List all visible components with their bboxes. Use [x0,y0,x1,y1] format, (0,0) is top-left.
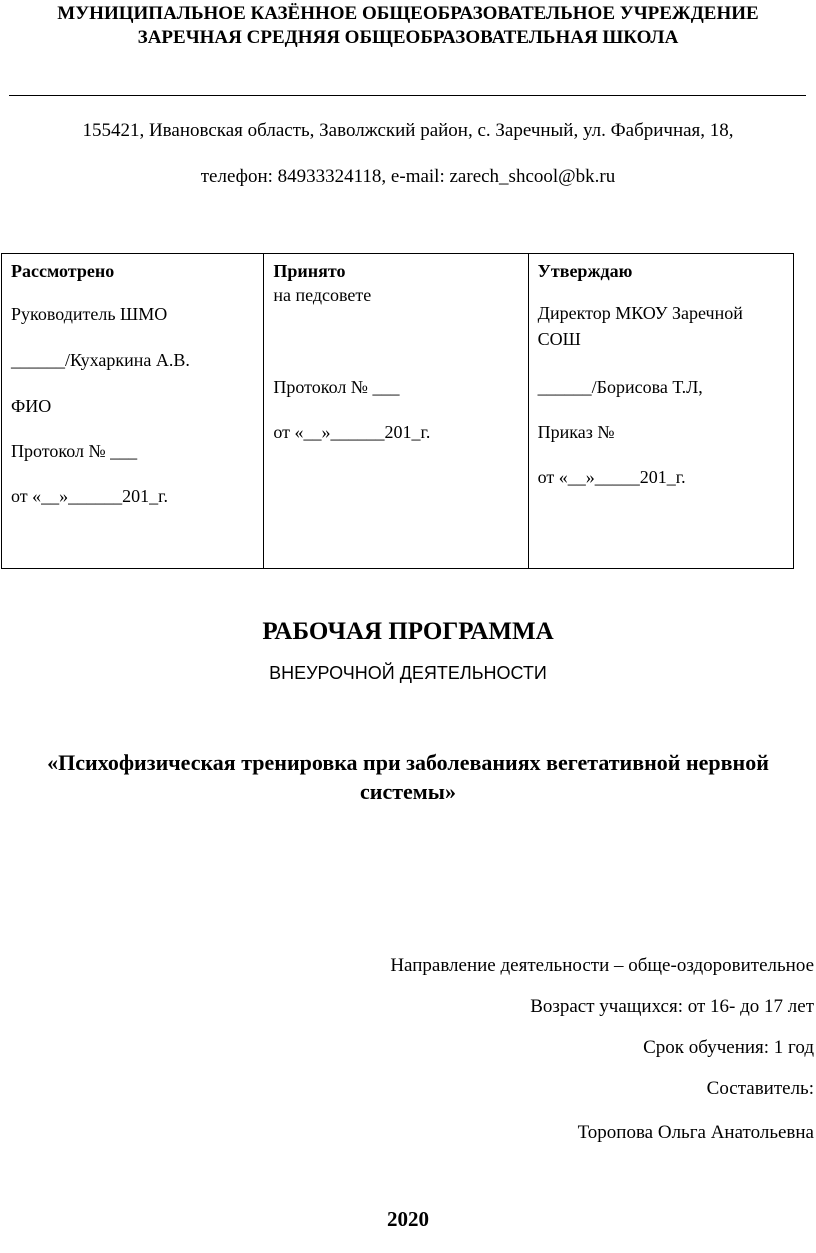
approved-order: Приказ № [537,422,615,442]
author-label: Составитель: [706,1078,814,1099]
approval-column-accepted [263,254,527,568]
approval-column-reviewed [2,254,263,568]
author-name: Торопова Ольга Анатольевна [577,1122,814,1143]
reviewed-protocol: Протокол № ___ [11,441,138,461]
approved-signature: ______/Борисова Т.Л, [537,377,703,397]
reviewed-date: от «__»______201_г. [11,486,168,506]
contact-line: телефон: 84933324118, e-mail: zarech_shcool@bk.ru [200,166,616,187]
approved-role-line2: СОШ [537,329,581,349]
address-line: 155421, Ивановская область, Заволжский район, с. Заречный, ул. Фабричная, 18, [82,120,734,141]
age-line: Возраст учащихся: от 16- до 17 лет [530,996,814,1017]
document-year: 2020 [387,1207,429,1231]
approved-heading: Утверждаю [537,261,633,281]
approval-table [1,253,794,569]
approved-role-line1: Директор МКОУ Заречной [537,303,743,323]
accepted-heading: Принято [273,261,346,281]
document-title: РАБОЧАЯ ПРОГРАММА [262,618,554,645]
institution-name-line1: МУНИЦИПАЛЬНОЕ КАЗЁННОЕ ОБЩЕОБРАЗОВАТЕЛЬНОЕ УЧРЕЖДЕНИЕ [57,3,759,24]
institution-name-line2: ЗАРЕЧНАЯ СРЕДНЯЯ ОБЩЕОБРАЗОВАТЕЛЬНАЯ ШКОЛА [137,27,679,48]
header-divider [9,95,806,96]
term-line: Срок обучения: 1 год [643,1037,814,1058]
program-name [0,748,816,806]
accepted-protocol: Протокол № ___ [273,377,400,397]
program-name-line1: «Психофизическая тренировка при заболеваниях вегетативной нервной [47,750,769,775]
reviewed-heading: Рассмотрено [11,261,115,281]
reviewed-role: Руководитель ШМО [11,304,168,324]
direction-line: Направление деятельности – обще-оздоровительное [390,955,814,976]
institution-header [0,2,816,50]
approved-date: от «__»_____201_г. [537,467,686,487]
program-name-line2: системы» [360,779,456,804]
approval-column-approved [528,254,793,568]
accepted-where: на педсовете [273,285,372,305]
reviewed-signature: ______/Кухаркина А.В. [11,350,190,370]
reviewed-fio: ФИО [11,396,52,416]
accepted-date: от «__»______201_г. [273,422,431,442]
document-subtitle: ВНЕУРОЧНОЙ ДЕЯТЕЛЬНОСТИ [269,663,547,683]
